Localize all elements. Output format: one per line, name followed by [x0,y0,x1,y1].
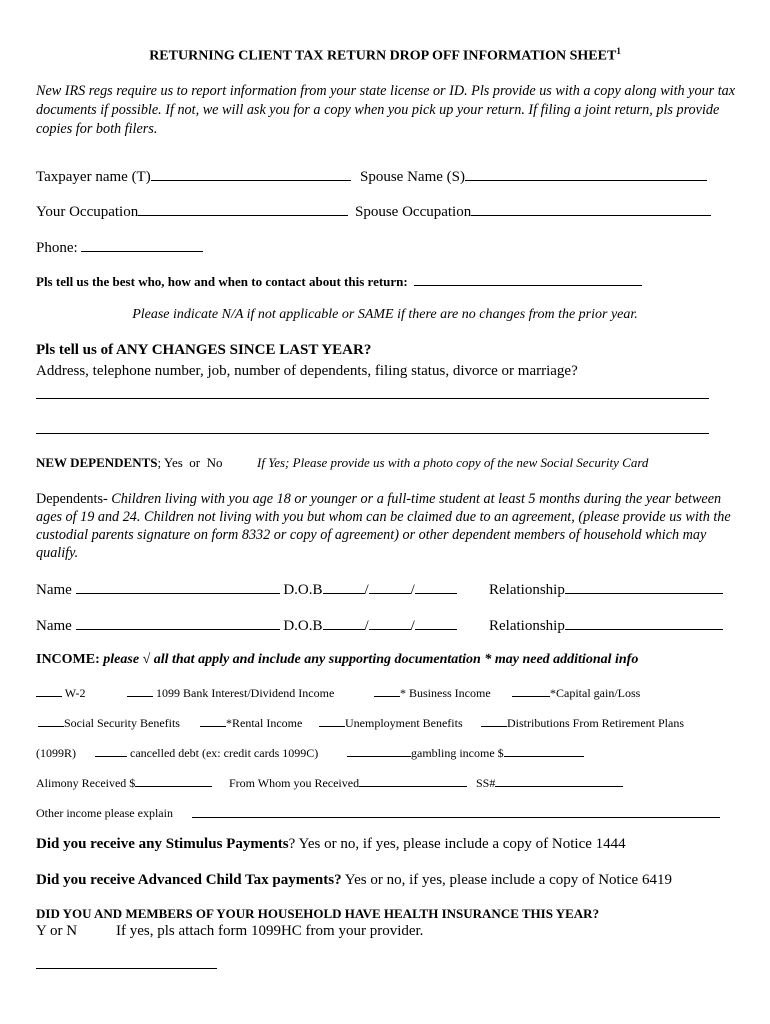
relationship-field-1 [489,580,723,599]
taxpayer-name-field[interactable] [36,167,351,186]
alimony-label: Alimony Received $ [36,776,136,790]
spouse-name-blank[interactable] [465,167,707,181]
income-interest[interactable] [127,686,334,701]
income-unemployment-label: Unemployment Benefits [345,716,463,730]
income-rental[interactable] [200,716,302,731]
dependents-body: Children living with you age 18 or younger or a full-time student at least 5 months during the year between ages of 19 and 24. Children not living with you but whom can be claimed due to an agreement, (please provide us with the custodial parents signature on form 8332 or copy of agreement) or other dependent members of household which may qualify. [36,491,731,561]
relationship-field-2 [489,616,723,635]
income-1099r: (1099R) [36,746,76,760]
income-business-label: * Business Income [400,686,491,700]
income-label: INCOME: [36,652,100,667]
dob-day-blank[interactable] [369,616,411,630]
dependent-name-blank[interactable] [76,580,280,594]
income-business[interactable] [374,686,491,701]
checkbox-blank[interactable] [200,716,226,727]
your-occupation-label: Your Occupation [36,204,139,220]
dob-year-blank[interactable] [415,616,457,630]
income-alimony[interactable] [36,776,212,791]
income-ss-label: Social Security Benefits [64,716,180,730]
new-dependents-row [36,455,223,471]
income-gambling[interactable] [347,746,584,761]
new-dependents-options[interactable]: ; Yes or No [157,455,223,470]
income-rental-label: *Rental Income [226,716,303,730]
stimulus-question [36,836,626,853]
income-interest-label: 1099 Bank Interest/Dividend Income [156,686,335,700]
income-w2[interactable] [36,686,85,701]
spouse-occupation-blank[interactable] [471,202,711,216]
income-debt[interactable] [95,746,318,761]
changes-subtext: Address, telephone number, job, number of dependents, filing status, divorce or marriage? [36,363,578,379]
gambling-amount-blank[interactable] [504,746,584,757]
signature-line[interactable] [36,968,217,969]
dependent-name-label: Name [36,582,72,598]
contact-blank[interactable] [414,274,642,286]
income-other-label: Other income please explain [36,806,173,820]
contact-field[interactable] [36,274,642,290]
dob-month-blank[interactable] [323,616,365,630]
relationship-blank[interactable] [565,616,723,630]
ssn-blank[interactable] [495,776,623,787]
spouse-name-label: Spouse Name (S) [360,169,465,185]
checkbox-blank[interactable] [347,746,411,757]
new-dependents-note: If Yes; Please provide us with a photo copy of the new Social Security Card [257,455,649,470]
alimony-amount-blank[interactable] [135,776,212,787]
stimulus-rest: ? Yes or no, if yes, please include a copy of Notice 1444 [288,836,626,852]
dependent-name-label: Name [36,618,72,634]
from-whom-blank[interactable] [359,776,467,787]
income-ss[interactable] [38,716,180,731]
phone-field[interactable] [36,238,203,257]
dependent-row-1 [36,580,457,599]
dob-slash: / [364,582,369,598]
dob-slash: / [410,582,415,598]
income-debt-label: cancelled debt (ex: credit cards 1099C) [130,746,319,760]
your-occupation-blank[interactable] [138,202,348,216]
dob-slash: / [364,618,369,634]
child-tax-question [36,872,672,889]
checkbox-blank[interactable] [481,716,507,727]
phone-label: Phone: [36,240,78,256]
intro-paragraph: New IRS regs require us to report information from your state license or ID. Pls provide us with a copy along with your tax documents if possible. If not, we will ask you for a copy when you pick up your return. If filing a joint return, pls provide copies for both filers. [36,83,736,137]
income-ssn[interactable] [476,776,623,791]
income-heading [36,652,638,668]
new-dependents-label: NEW DEPENDENTS [36,455,158,470]
changes-line-1[interactable] [36,398,709,399]
child-tax-rest: Yes or no, if yes, please include a copy of Notice 6419 [341,872,672,888]
taxpayer-name-blank[interactable] [151,167,351,181]
your-occupation-field[interactable] [36,202,348,221]
income-from-whom[interactable] [229,776,467,791]
dob-year-blank[interactable] [415,580,457,594]
income-instruction: please √ all that apply and include any supporting documentation * may need additional info [99,652,639,667]
dependent-row-2 [36,616,457,635]
health-heading: DID YOU AND MEMBERS OF YOUR HOUSEHOLD HAVE HEALTH INSURANCE THIS YEAR? [36,906,600,921]
title-text: RETURNING CLIENT TAX RETURN DROP OFF INFORMATION SHEET [149,48,617,64]
ssn-label: SS# [476,776,496,790]
stimulus-bold: Did you receive any Stimulus Payments [36,836,289,852]
taxpayer-name-label: Taxpayer name (T) [36,169,151,185]
health-yn[interactable]: Y or N [36,923,78,939]
dob-label: D.O.B [283,618,323,634]
income-unemployment[interactable] [319,716,463,731]
na-note: Please indicate N/A if not applicable or SAME if there are no changes from the prior year. [132,307,638,322]
checkbox-blank[interactable] [127,686,153,697]
footnote-marker: 1 [616,46,621,56]
relationship-label: Relationship [489,582,565,598]
dob-slash: / [410,618,415,634]
relationship-label: Relationship [489,618,565,634]
health-note: If yes, pls attach form 1099HC from your provider. [116,923,424,939]
checkbox-blank[interactable] [319,716,345,727]
dependent-name-blank[interactable] [76,616,280,630]
checkbox-blank[interactable] [36,686,62,697]
income-gambling-label: gambling income $ [411,746,504,760]
dependents-paragraph [36,490,736,562]
checkbox-blank[interactable] [512,686,550,697]
dob-day-blank[interactable] [369,580,411,594]
phone-blank[interactable] [81,238,203,252]
checkbox-blank[interactable] [374,686,400,697]
dob-label: D.O.B [283,582,323,598]
income-retirement[interactable] [481,716,684,731]
spouse-occupation-label: Spouse Occupation [355,204,472,220]
changes-line-2[interactable] [36,433,709,434]
income-other-line[interactable] [192,817,720,818]
dependents-lead: Dependents- [36,491,108,507]
from-whom-label: From Whom you Received [229,776,360,790]
changes-heading: Pls tell us of ANY CHANGES SINCE LAST YEAR? [36,342,372,358]
spouse-occupation-field[interactable] [355,202,711,221]
checkbox-blank[interactable] [95,746,127,757]
income-w2-label: W-2 [64,686,86,700]
page-title [0,46,770,65]
spouse-name-field[interactable] [360,167,707,186]
contact-label: Pls tell us the best who, how and when to contact about this return: [36,274,408,289]
income-retirement-label: Distributions From Retirement Plans [507,716,684,730]
income-capital[interactable] [512,686,640,701]
dob-month-blank[interactable] [323,580,365,594]
income-capital-label: *Capital gain/Loss [550,686,641,700]
checkbox-blank[interactable] [38,716,64,727]
child-tax-bold: Did you receive Advanced Child Tax payments? [36,872,342,888]
relationship-blank[interactable] [565,580,723,594]
